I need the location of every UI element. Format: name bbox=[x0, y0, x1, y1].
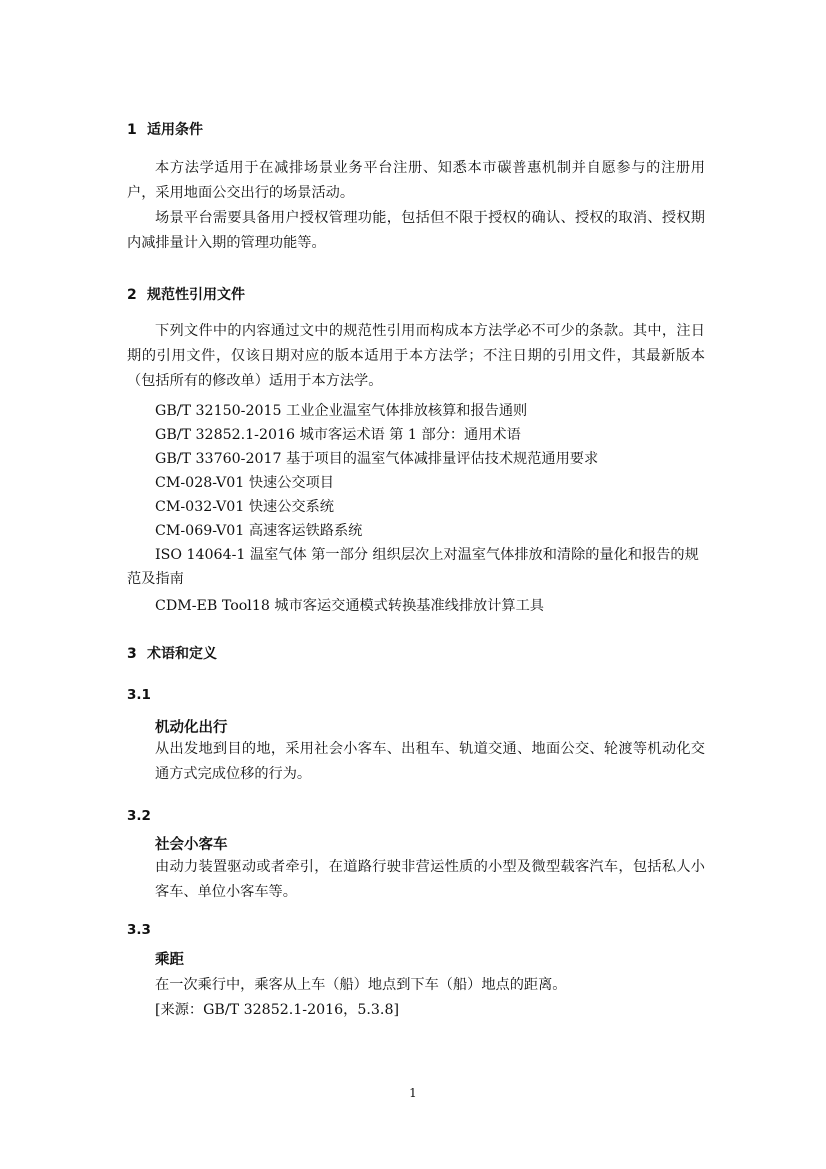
reference-item: GB/T 32852.1-2016 城市客运术语 第 1 部分：通用术语 bbox=[155, 427, 521, 443]
term-name: 社会小客车 bbox=[155, 837, 228, 853]
term-source: [来源：GB/T 32852.1-2016，5.3.8] bbox=[155, 1002, 400, 1018]
reference-item: CM-032-V01 快速公交系统 bbox=[155, 499, 334, 515]
section-title: 术语和定义 bbox=[147, 646, 217, 662]
paragraph: 下列文件中的内容通过文中的规范性引用而构成本方法学必不可少的条款。其中，注日期的引用文件，仅该日期对应的版本适用于本方法学；不注日期的引用文件，其最新版本（包括所有的修改单）适用于本方法学。 bbox=[127, 323, 705, 389]
term-number: 3.1 bbox=[127, 687, 151, 703]
paragraph: 场景平台需要具备用户授权管理功能，包括但不限于授权的确认、授权的取消、授权期内减排量计入期的管理功能等。 bbox=[127, 210, 705, 251]
term-name: 机动化出行 bbox=[155, 720, 228, 736]
reference-item: CDM-EB Tool18 城市客运交通模式转换基准线排放计算工具 bbox=[155, 598, 544, 614]
section-title: 规范性引用文件 bbox=[147, 287, 245, 303]
section-heading-2 bbox=[127, 284, 245, 304]
reference-item: CM-028-V01 快速公交项目 bbox=[155, 475, 334, 491]
section-heading-1 bbox=[127, 119, 203, 139]
reference-item: GB/T 33760-2017 基于项目的温室气体减排量评估技术规范通用要求 bbox=[155, 451, 599, 467]
term-name: 乘距 bbox=[155, 952, 184, 968]
term-definition: 由动力装置驱动或者牵引，在道路行驶非营运性质的小型及微型载客汽车，包括私人小客车、单位小客车等。 bbox=[155, 859, 705, 900]
section-number: 1 bbox=[127, 122, 137, 138]
reference-item: CM-069-V01 高速客运铁路系统 bbox=[155, 523, 363, 539]
reference-item: ISO 14064-1 温室气体 第一部分 组织层次上对温室气体排放和清除的量化和报告的规范及指南 bbox=[127, 547, 699, 587]
section-number: 3 bbox=[127, 646, 137, 662]
section-number: 2 bbox=[127, 287, 137, 303]
term-definition: 在一次乘行中，乘客从上车（船）地点到下车（船）地点的距离。 bbox=[155, 977, 567, 993]
term-definition: 从出发地到目的地，采用社会小客车、出租车、轨道交通、地面公交、轮渡等机动化交通方式完成位移的行为。 bbox=[155, 741, 705, 782]
section-heading-3 bbox=[127, 643, 217, 663]
paragraph: 本方法学适用于在减排场景业务平台注册、知悉本市碳普惠机制并自愿参与的注册用户，采用地面公交出行的场景活动。 bbox=[127, 160, 705, 201]
term-number: 3.2 bbox=[127, 808, 151, 824]
section-title: 适用条件 bbox=[147, 122, 203, 138]
page-number: 1 bbox=[409, 1086, 417, 1100]
term-number: 3.3 bbox=[127, 922, 151, 938]
reference-item: GB/T 32150-2015 工业企业温室气体排放核算和报告通则 bbox=[155, 403, 528, 419]
